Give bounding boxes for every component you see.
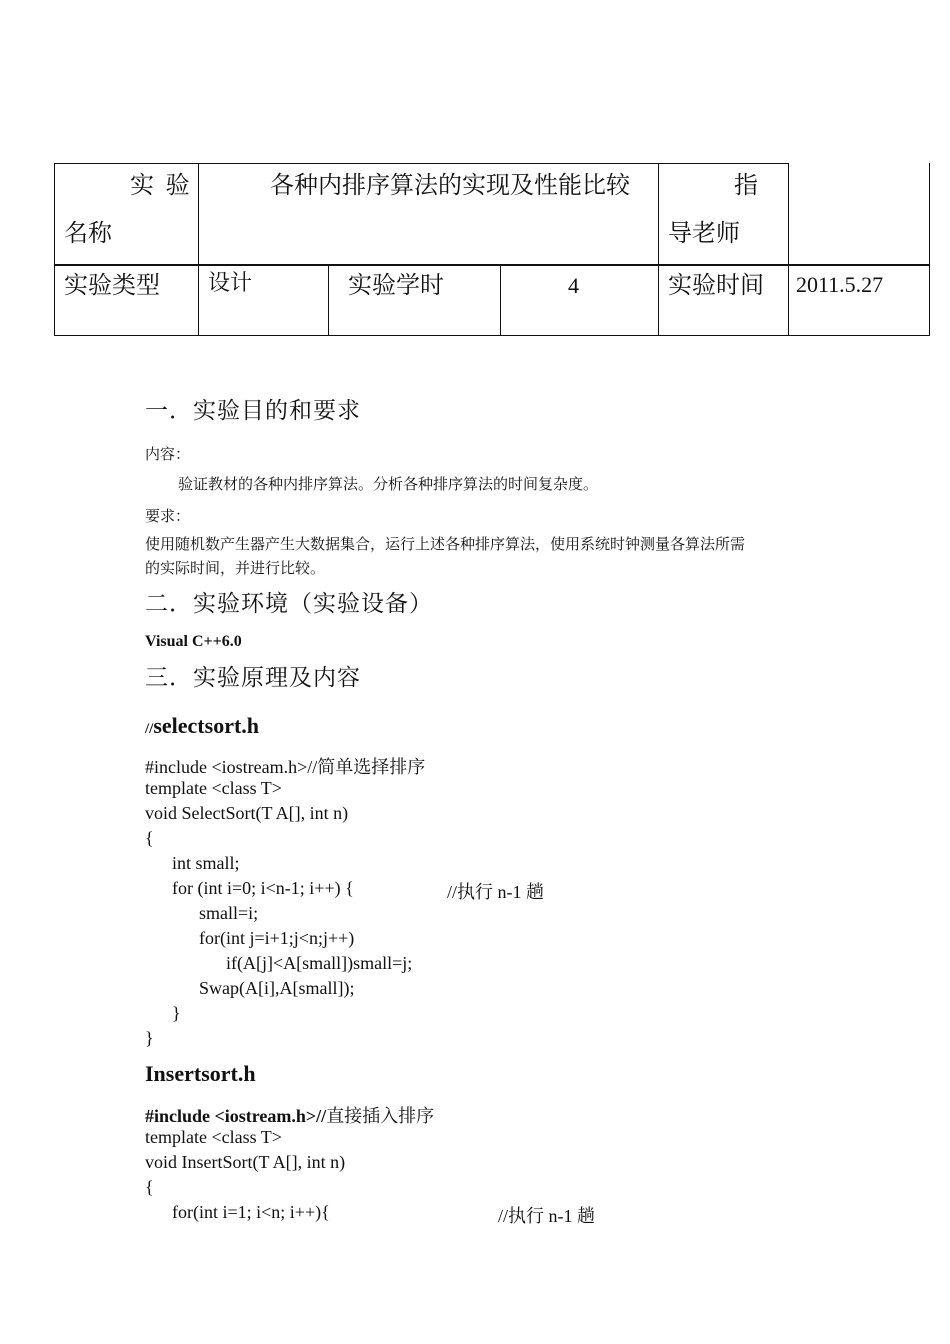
environment-text: Visual C++6.0 bbox=[145, 633, 242, 650]
code-line: void SelectSort(T A[], int n) bbox=[145, 803, 349, 823]
file1-title-name: selectsort.h bbox=[153, 713, 260, 738]
name-label-line1: 实 验 bbox=[130, 171, 192, 199]
content-label: 内容： bbox=[145, 445, 191, 463]
code-line: small=i; bbox=[145, 903, 259, 923]
table-line bbox=[788, 163, 789, 336]
time-label: 实验时间 bbox=[668, 271, 764, 299]
hours-value: 4 bbox=[568, 273, 579, 298]
table-line bbox=[54, 335, 930, 336]
section1-heading: 一．实验目的和要求 bbox=[145, 398, 361, 424]
code-line: #include <iostream.h>//简单选择排序 bbox=[145, 757, 426, 777]
code-line: template <class T> bbox=[145, 1127, 282, 1147]
code-line: for(int i=1; i<n; i++){ bbox=[145, 1202, 330, 1222]
type-label: 实验类型 bbox=[64, 271, 160, 299]
content-text: 验证教材的各种内排序算法。分析各种排序算法的时间复杂度。 bbox=[178, 475, 599, 493]
table-line bbox=[54, 163, 55, 336]
table-line bbox=[929, 163, 930, 336]
file1-title-prefix: // bbox=[145, 721, 154, 737]
code-line: if(A[j]<A[small])small=j; bbox=[145, 953, 413, 973]
requirement-line2: 的实际时间，并进行比较。 bbox=[145, 559, 326, 577]
code-line bbox=[145, 1102, 434, 1128]
code-line: } bbox=[145, 1028, 154, 1048]
code-line: { bbox=[145, 1177, 154, 1197]
code-line: for (int i=0; i<n-1; i++) { bbox=[145, 878, 354, 898]
code-include-comment: 直接插入排序 bbox=[326, 1106, 435, 1126]
code-line: { bbox=[145, 828, 154, 848]
advisor-label-line2: 导老师 bbox=[668, 219, 740, 247]
code-line: for(int j=i+1;j<n;j++) bbox=[145, 928, 355, 948]
code-line: int small; bbox=[145, 853, 240, 873]
advisor-label-line1: 指 bbox=[734, 171, 758, 199]
requirement-line1: 使用随机数产生器产生大数据集合，运行上述各种排序算法，使用系统时钟测量各算法所需 bbox=[145, 535, 746, 553]
code-include-bold: #include <iostream.h>// bbox=[145, 1106, 327, 1126]
hours-label: 实验学时 bbox=[348, 271, 444, 299]
section2-heading: 二．实验环境（实验设备） bbox=[145, 591, 433, 617]
table-line bbox=[500, 264, 501, 336]
type-value: 设计 bbox=[208, 271, 253, 296]
table-line bbox=[54, 163, 789, 164]
file1-title bbox=[145, 713, 259, 739]
code-line: template <class T> bbox=[145, 778, 282, 798]
requirement-label: 要求： bbox=[145, 507, 191, 525]
code-line: } bbox=[145, 1003, 181, 1023]
code-comment: //执行 n-1 趟 bbox=[498, 1206, 595, 1226]
table-line bbox=[54, 264, 930, 266]
table-line bbox=[658, 163, 659, 336]
section3-heading: 三．实验原理及内容 bbox=[145, 665, 361, 691]
time-value: 2011.5.27 bbox=[796, 272, 884, 297]
experiment-name-value: 各种内排序算法的实现及性能比较 bbox=[270, 171, 630, 199]
file2-title: Insertsort.h bbox=[145, 1061, 256, 1086]
code-comment: //执行 n-1 趟 bbox=[447, 882, 544, 902]
name-label-line2: 名称 bbox=[64, 219, 112, 247]
table-line bbox=[198, 163, 199, 336]
code-line: void InsertSort(T A[], int n) bbox=[145, 1152, 346, 1172]
experiment-info-table bbox=[54, 163, 930, 336]
code-line: Swap(A[i],A[small]); bbox=[145, 978, 355, 998]
table-line bbox=[328, 264, 329, 336]
